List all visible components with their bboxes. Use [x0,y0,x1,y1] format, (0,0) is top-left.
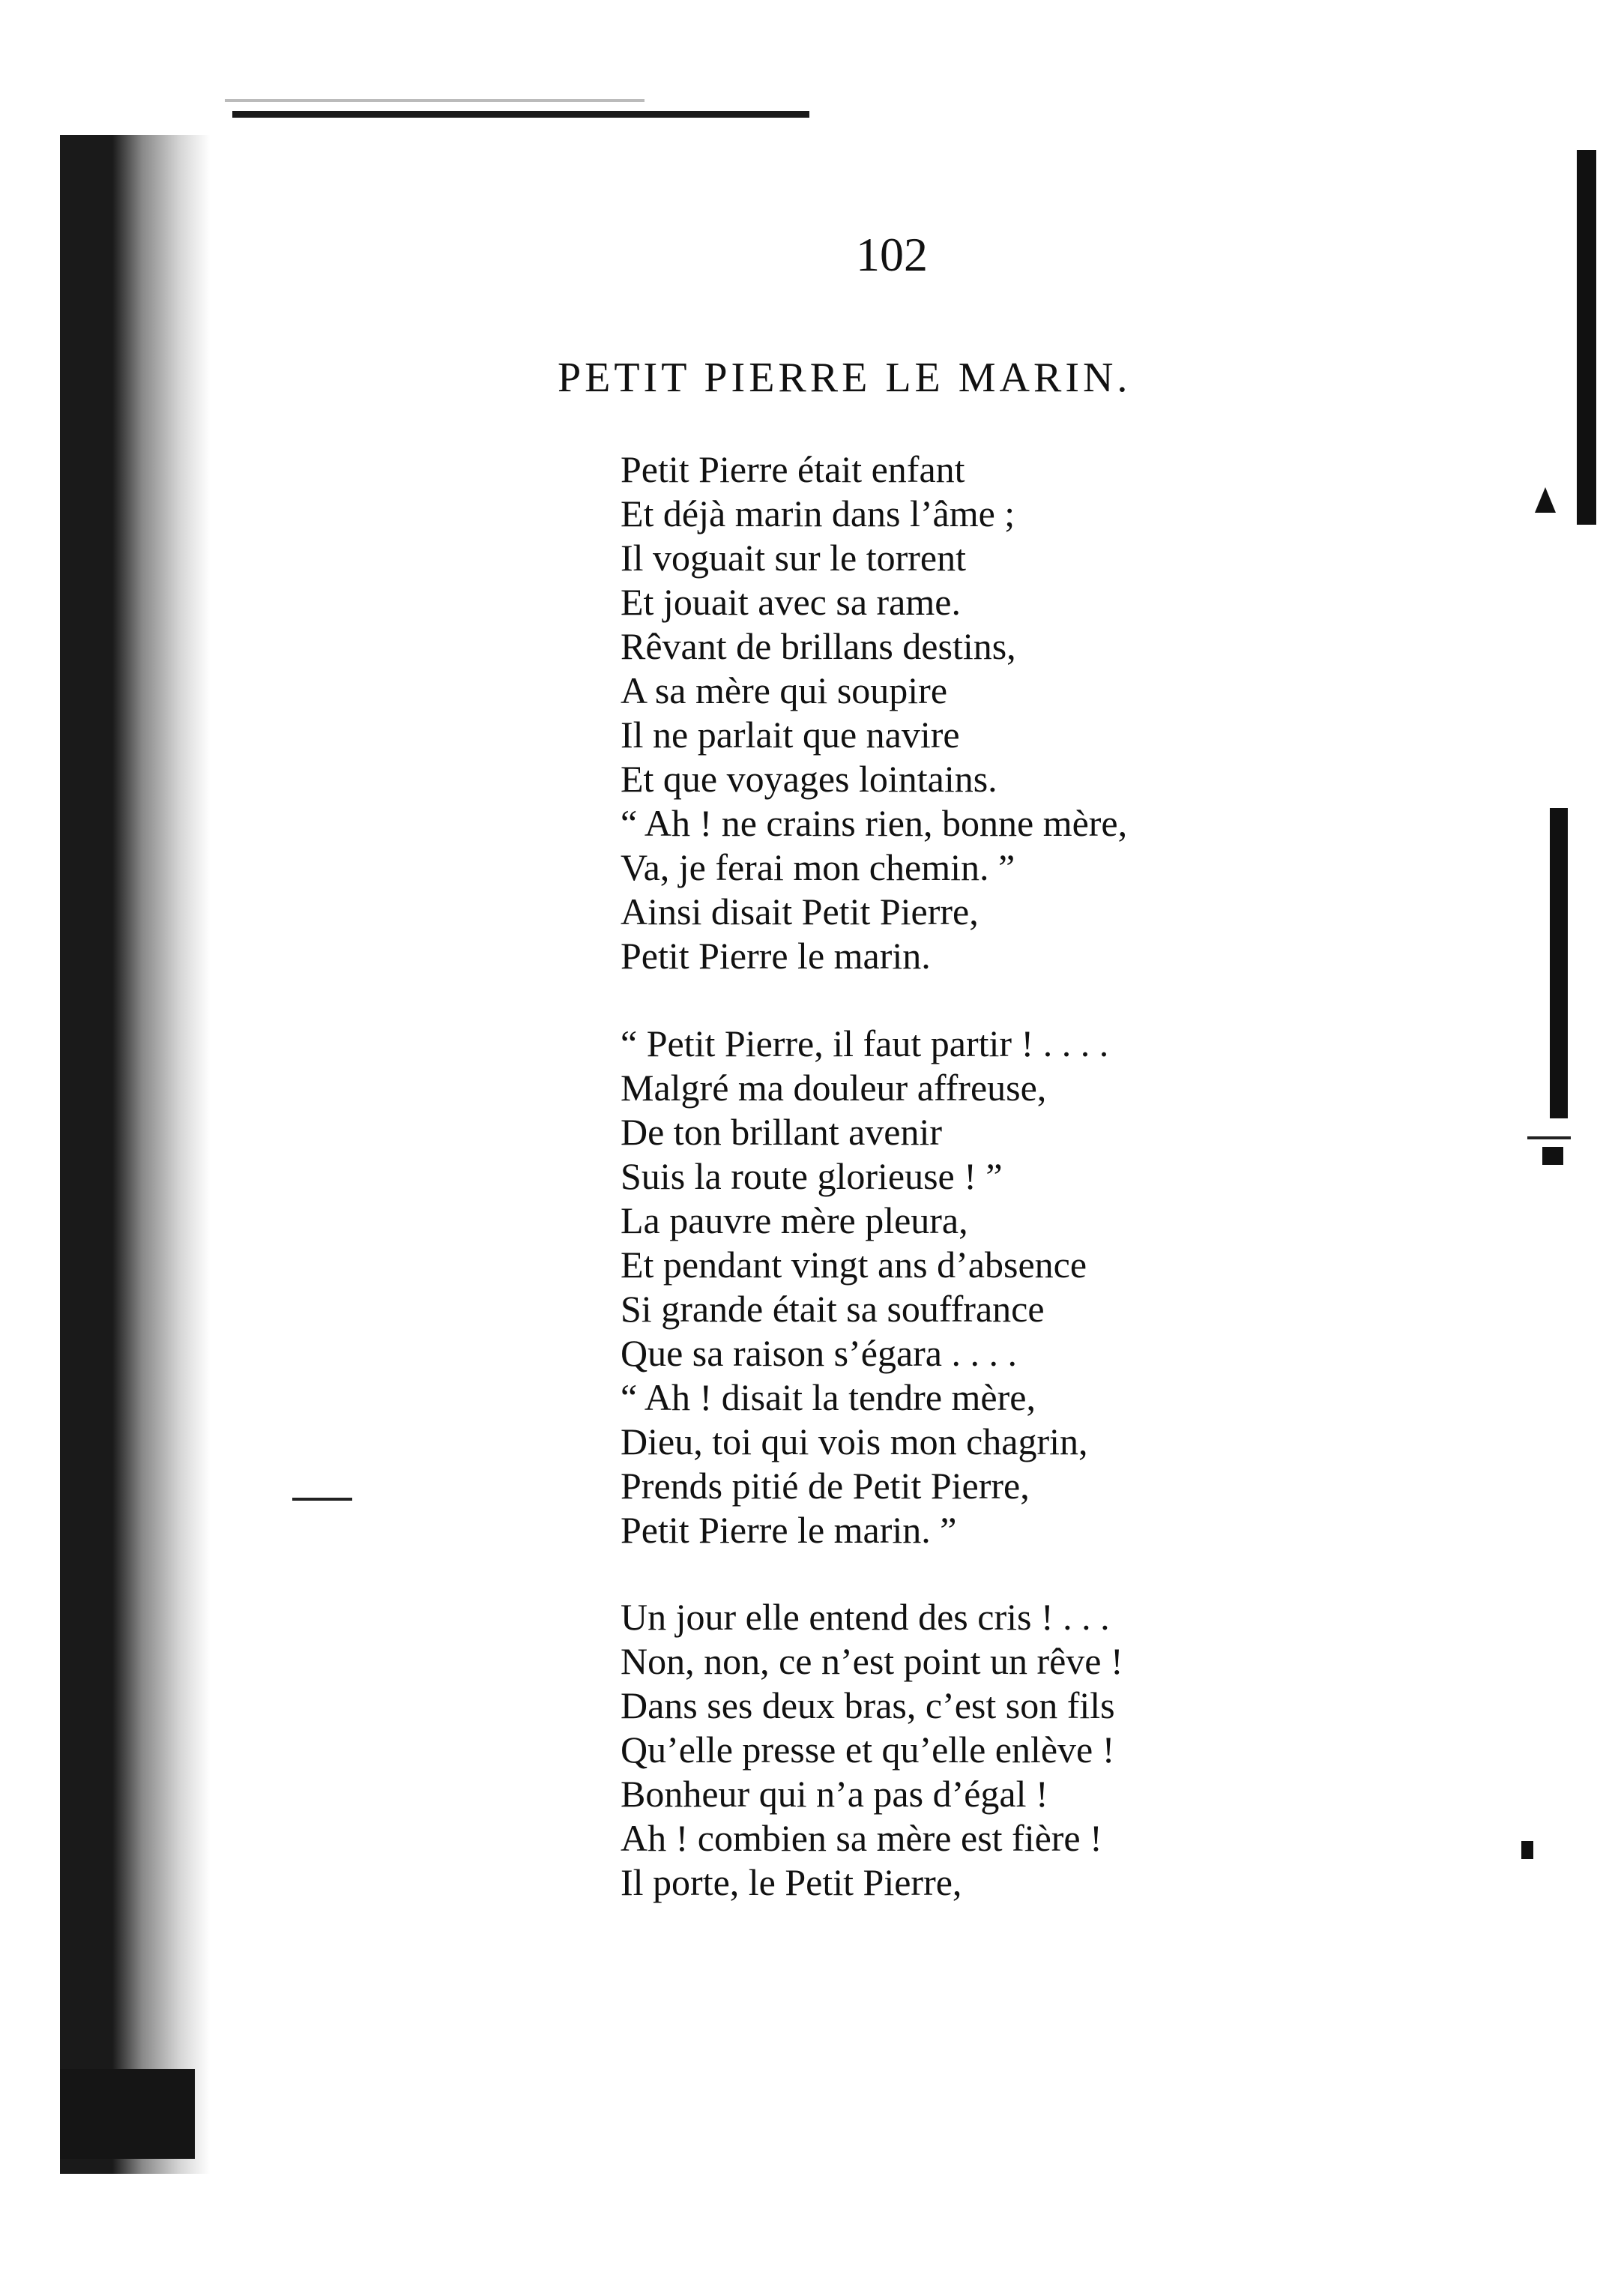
stanza-1 [621,448,1127,978]
verse-line: “ Petit Pierre, il faut partir ! . . . . [621,1022,1109,1064]
verse-line: Que sa raison s’égara . . . . [621,1332,1017,1374]
scan-right-mark [1521,1841,1533,1859]
verse-line: Dans ses deux bras, c’est son fils [621,1684,1115,1726]
verse-line: Ah ! combien sa mère est fière ! [621,1817,1102,1859]
verse-line: De ton brillant avenir [621,1111,943,1153]
verse-line: Petit Pierre le marin. [621,935,931,977]
verse-line: Si grande était sa souffrance [621,1288,1045,1330]
verse-line: Non, non, ce n’est point un rêve ! [621,1640,1123,1682]
verse-line: Petit Pierre était enfant [621,448,965,490]
verse-line: Et que voyages lointains. [621,758,997,800]
verse-line: Ainsi disait Petit Pierre, [621,891,979,932]
verse-line: Il voguait sur le torrent [621,537,966,579]
scan-left-shadow [60,135,210,2174]
verse-line: Va, je ferai mon chemin. ” [621,846,1015,888]
verse-line: Dieu, toi qui vois mon chagrin, [621,1420,1088,1462]
verse-line: Et jouait avec sa rame. [621,581,961,623]
stanza-2 [621,1022,1108,1552]
verse-line: Qu’elle presse et qu’elle enlève ! [621,1729,1115,1771]
verse-line: Rêvant de brillans destins, [621,625,1016,667]
verse-line: La pauvre mère pleura, [621,1199,968,1241]
scan-top-rule-fade [225,99,645,102]
verse-line: Et déjà marin dans l’âme ; [621,492,1015,534]
verse-line: A sa mère qui soupire [621,669,948,711]
scan-left-shadow-bottom [60,2069,195,2159]
verse-line: Malgré ma douleur affreuse, [621,1067,1047,1109]
scan-right-mark [1535,487,1556,513]
verse-line: “ Ah ! disait la tendre mère, [621,1376,1036,1418]
scan-right-mark [1542,1147,1563,1165]
scan-top-rule [232,111,809,118]
verse-line: Il ne parlait que navire [621,714,960,756]
verse-line: Il porte, le Petit Pierre, [621,1861,962,1903]
verse-line: “ Ah ! ne crains rien, bonne mère, [621,802,1128,844]
verse-line: Un jour elle entend des cris ! . . . [621,1596,1110,1638]
page-number: 102 [856,228,928,281]
poem-title: PETIT PIERRE LE MARIN. [558,355,1132,401]
verse-line: Bonheur qui n’a pas d’égal ! [621,1773,1048,1815]
verse-line: Et pendant vingt ans d’absence [621,1244,1087,1286]
verse-line: Suis la route glorieuse ! ” [621,1155,1003,1197]
verse-line: Petit Pierre le marin. ” [621,1509,957,1551]
stanza-3 [621,1595,1123,1905]
verse-line: Prends pitié de Petit Pierre, [621,1465,1030,1507]
scan-stray-dash [292,1498,352,1501]
scan-right-mark [1527,1136,1571,1139]
scan-right-bar-lower [1550,808,1568,1118]
scan-right-bar-upper [1577,150,1596,525]
